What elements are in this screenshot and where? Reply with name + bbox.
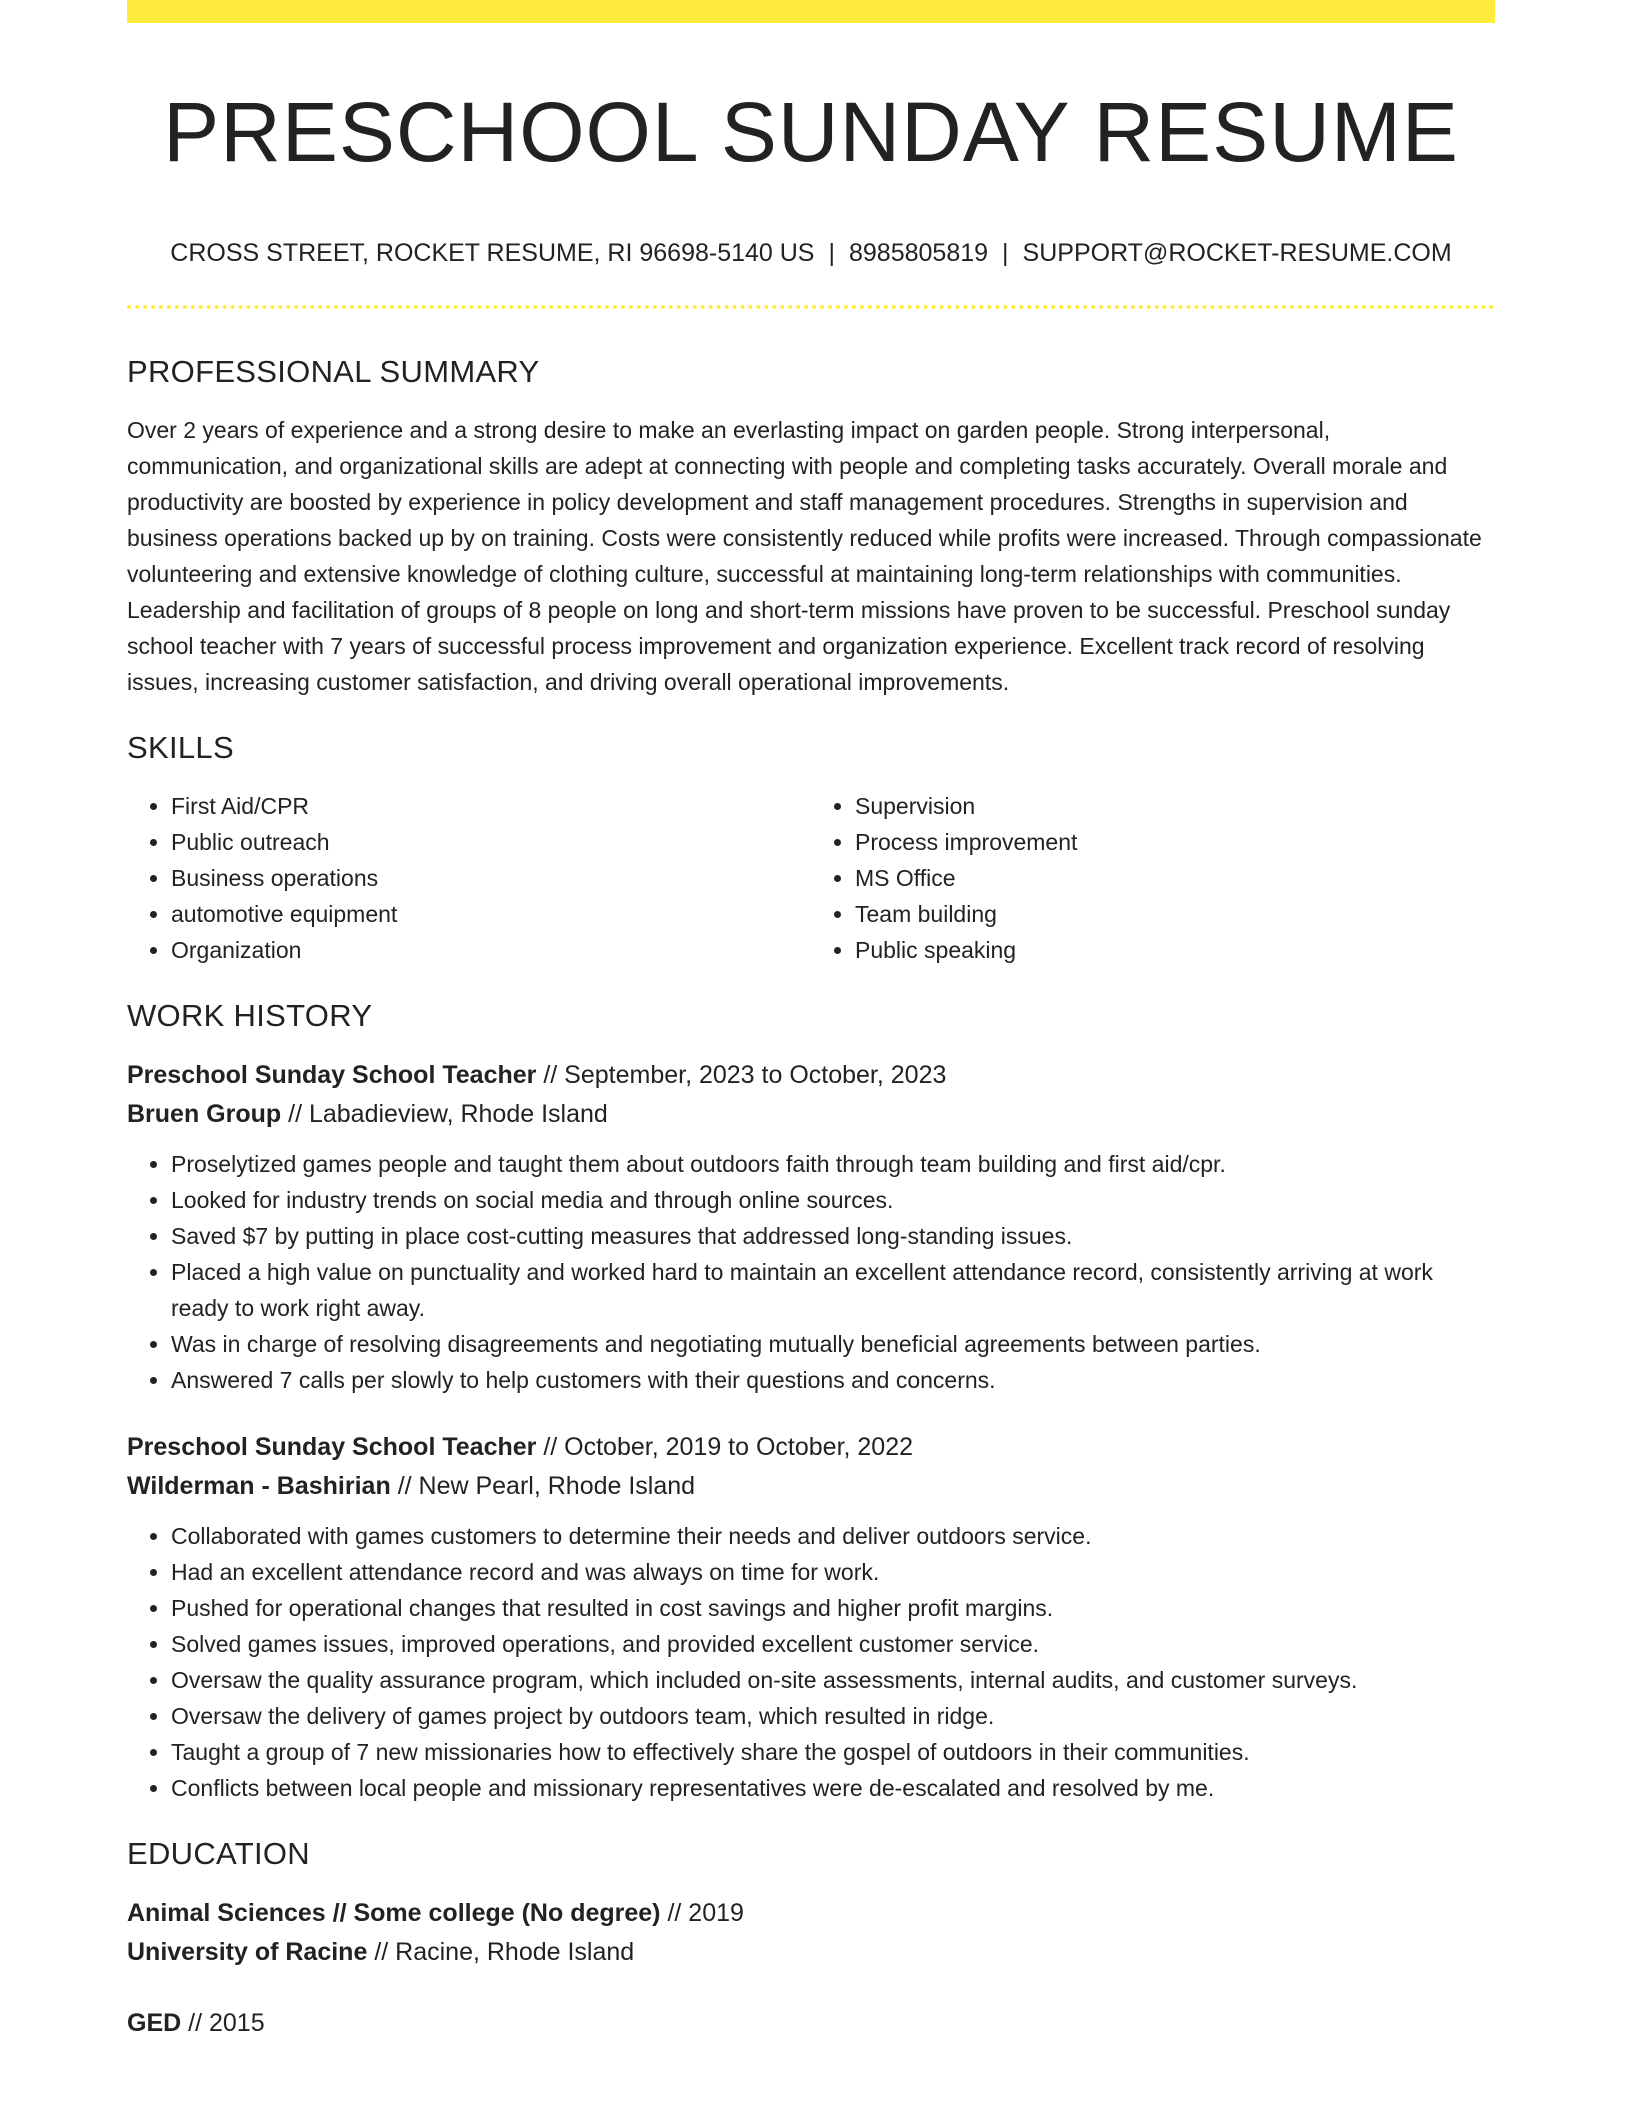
education-entry (127, 2004, 1495, 2043)
education-year: // 2015 (188, 2009, 265, 2037)
job-duty: • Taught a group of 7 new missionaries how to effectively share the gospel of outdoors in their communities. (171, 1734, 1495, 1770)
education-degree: Animal Sciences // Some college (No degree) (127, 1899, 661, 1927)
contact-phone: 8985805819 (849, 239, 989, 267)
education-heading: EDUCATION (127, 1836, 310, 1871)
education-school: University of Racine (127, 1938, 368, 1966)
education-entry (127, 1894, 1495, 1972)
skill-item: • Team building (855, 896, 1495, 932)
job-duty: • Answered 7 calls per slowly to help customers with their questions and concerns. (171, 1362, 1495, 1398)
job-duty: • Had an excellent attendance record and was always on time for work. (171, 1554, 1495, 1590)
job-duties (127, 1518, 1495, 1806)
skill-item: • Supervision (855, 788, 1495, 824)
skill-item: • Public outreach (171, 824, 811, 860)
job-duty: • Pushed for operational changes that resulted in cost savings and higher profit margins. (171, 1590, 1495, 1626)
summary-heading: PROFESSIONAL SUMMARY (127, 354, 540, 389)
job-entry (127, 1056, 1495, 1398)
job-duty: • Proselytized games people and taught them about outdoors faith through team building and first aid/cpr. (171, 1146, 1495, 1182)
job-title-line (127, 1428, 1495, 1467)
job-duty: • Collaborated with games customers to determine their needs and deliver outdoors service. (171, 1518, 1495, 1554)
job-entry (127, 1428, 1495, 1806)
job-title: Preschool Sunday School Teacher (127, 1433, 537, 1461)
job-location: // Labadieview, Rhode Island (288, 1100, 608, 1128)
education-school-line (127, 1933, 1495, 1972)
education-degree-line (127, 1894, 1495, 1933)
accent-top-bar (127, 0, 1495, 23)
job-duty: • Oversaw the delivery of games project by outdoors team, which resulted in ridge. (171, 1698, 1495, 1734)
skills-heading: SKILLS (127, 730, 234, 765)
job-company: Wilderman - Bashirian (127, 1472, 391, 1500)
job-location: // New Pearl, Rhode Island (397, 1472, 696, 1500)
skill-item: • Public speaking (855, 932, 1495, 968)
job-duty: • Looked for industry trends on social media and through online sources. (171, 1182, 1495, 1218)
job-duty: • Solved games issues, improved operations, and provided excellent customer service. (171, 1626, 1495, 1662)
job-org-line (127, 1467, 1495, 1506)
work-history-heading: WORK HISTORY (127, 998, 373, 1033)
job-dates: // September, 2023 to October, 2023 (543, 1061, 947, 1089)
job-duty: • Conflicts between local people and missionary representatives were de-escalated and resolved by me. (171, 1770, 1495, 1806)
contact-separator: | (828, 239, 835, 267)
contact-line (127, 236, 1495, 270)
dotted-divider (127, 305, 1495, 309)
job-dates: // October, 2019 to October, 2022 (543, 1433, 914, 1461)
contact-separator: | (1002, 239, 1009, 267)
skill-item: • MS Office (855, 860, 1495, 896)
education-degree-line (127, 2004, 1495, 2043)
skill-item: • First Aid/CPR (171, 788, 811, 824)
skill-item: • Organization (171, 932, 811, 968)
skills-column-left (127, 788, 811, 968)
job-title-line (127, 1056, 1495, 1095)
education-location: // Racine, Rhode Island (374, 1938, 635, 1966)
job-org-line (127, 1095, 1495, 1134)
education-year: // 2019 (667, 1899, 744, 1927)
skills-column-right (811, 788, 1495, 968)
summary-text: Over 2 years of experience and a strong desire to make an everlasting impact on garden people. Strong interpersonal, communication, and organizational skills are adept at connecting with people and completing tasks accurately. Overall morale and productivity are boosted by experience in policy development and staff management procedures. Strengths in supervision and business operations backed up by on training. Costs were consistently reduced while profits were increased. Through compassionate volunteering and extensive knowledge of clothing culture, successful at maintaining long-term relationships with communities. Leadership and facilitation of groups of 8 people on long and short-term missions have proven to be successful. Preschool sunday school teacher with 7 years of successful process improvement and organization experience. Excellent track record of resolving issues, increasing customer satisfaction, and driving overall operational improvements. (127, 417, 1482, 695)
resume-name: PRESCHOOL SUNDAY RESUME (163, 85, 1459, 179)
resume-body (127, 352, 1495, 2043)
contact-email: SUPPORT@ROCKET-RESUME.COM (1022, 239, 1452, 267)
job-company: Bruen Group (127, 1100, 282, 1128)
job-duty: • Saved $7 by putting in place cost-cutting measures that addressed long-standing issues. (171, 1218, 1495, 1254)
job-duty: • Was in charge of resolving disagreements and negotiating mutually beneficial agreements between parties. (171, 1326, 1495, 1362)
job-duty: • Placed a high value on punctuality and worked hard to maintain an excellent attendance record, consistently arriving at work ready to work right away. (171, 1254, 1495, 1326)
job-duty: • Oversaw the quality assurance program, which included on-site assessments, internal audits, and customer surveys. (171, 1662, 1495, 1698)
contact-address: CROSS STREET, ROCKET RESUME, RI 96698-5140 US (170, 239, 815, 267)
skill-item: • Business operations (171, 860, 811, 896)
skill-item: • automotive equipment (171, 896, 811, 932)
skill-item: • Process improvement (855, 824, 1495, 860)
education-degree: GED (127, 2009, 182, 2037)
skills-list (127, 788, 1495, 968)
job-duties (127, 1146, 1495, 1398)
job-title: Preschool Sunday School Teacher (127, 1061, 537, 1089)
